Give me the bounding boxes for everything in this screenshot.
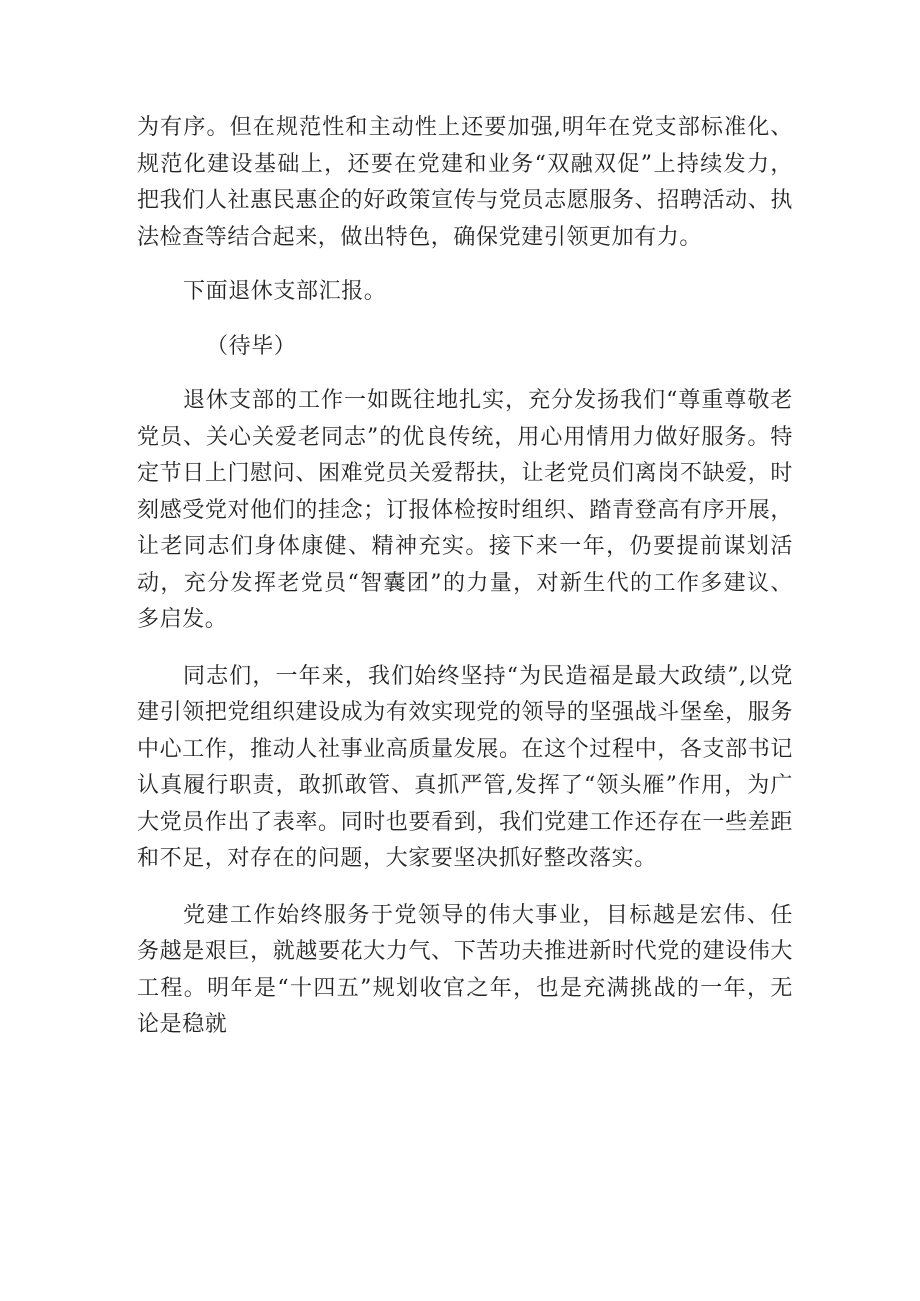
document-body [137,110,793,1044]
paragraph-summary: 同志们，一年来，我们始终坚持“为民造福是最大政绩”,以党建引领把党组织建设成为有效实现党的领导的坚强战斗堡垒，服务中心工作，推动人社事业高质量发展。在这个过程中，各支部书记认真履行职责，敢抓敢管、真抓严管,发挥了“领头雁”作用，为广大党员作出了表率。同时也要看到，我们党建工作还存在一些差距和不足，对存在的问题，大家要坚决抓好整改落实。 [137,663,793,871]
paragraph-retirement-branch: 退休支部的工作一如既往地扎实，充分发扬我们“尊重尊敬老党员、关心关爱老同志”的优良传统，用心用情用力做好服务。特定节日上门慰问、困难党员关爱帮扶，让老党员们离岗不缺爱，时刻感受党对他们的挂念；订报体检按时组织、踏青登高有序开展，让老同志们身体康健、精神充实。接下来一年，仍要提前谋划活动，充分发挥老党员“智囊团”的力量，对新生代的工作多建议、多启发。 [137,388,793,632]
paragraph-outlook: 党建工作始终服务于党领导的伟大事业，目标越是宏伟、任务越是艰巨，就越要花大力气、下苦功夫推进新时代党的建设伟大工程。明年是“十四五”规划收官之年，也是充满挑战的一年，无论是稳就 [137,902,793,1037]
paragraph-waiting-note: （待毕） [206,333,297,359]
paragraph-transition: 下面退休支部汇报。 [183,279,387,304]
paragraph-continued: 为有序。但在规范性和主动性上还要加强,明年在党支部标准化、规范化建设基础上，还要在党建和业务“双融双促”上持续发力，把我们人社惠民惠企的好政策宣传与党员志愿服务、招聘活动、执法检查等结合起来，做出特色，确保党建引领更加有力。 [137,115,793,250]
